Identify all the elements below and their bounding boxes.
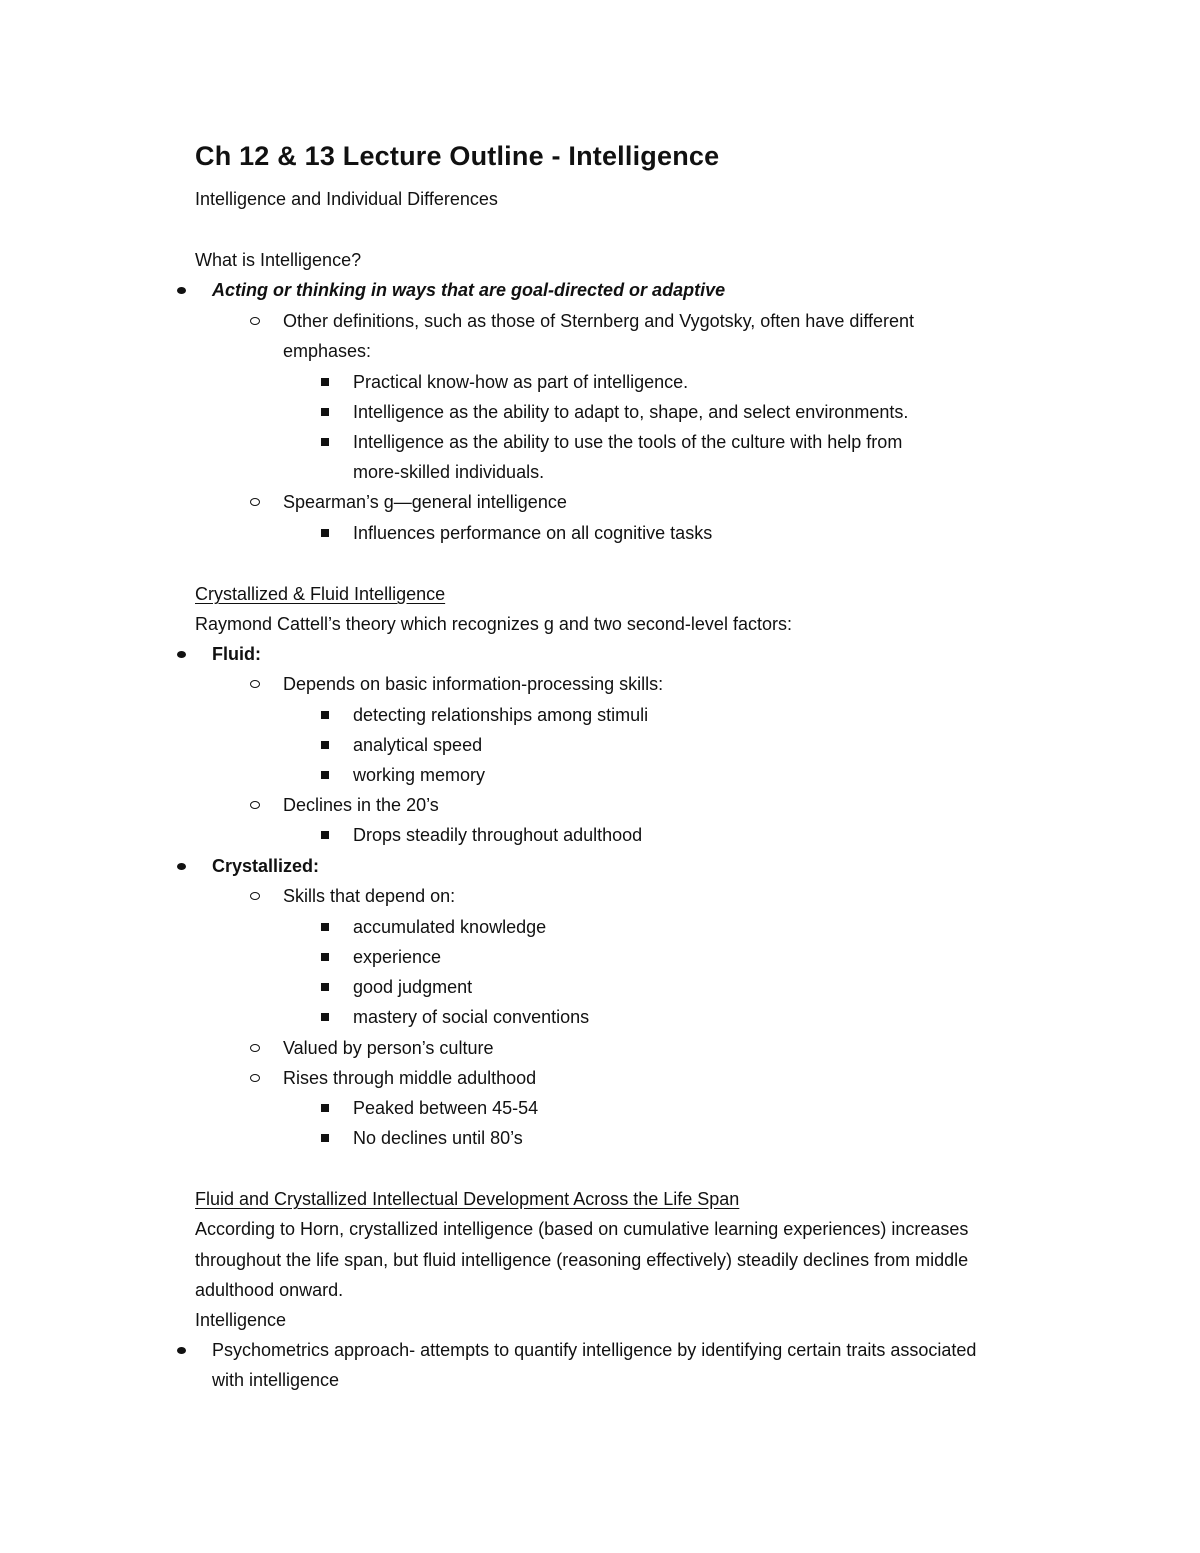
list-item-continuation: with intelligence [212,1370,340,1390]
list-item-continuation: more-skilled individuals. [353,462,545,482]
list-item: Drops steadily throughout adulthood [353,825,643,845]
bullet-circle-icon [248,1063,262,1093]
page-title: Ch 12 & 13 Lecture Outline - Intelligence [195,141,720,171]
list-item: Declines in the 20’s [283,795,439,815]
paragraph-line: adulthood onward. [195,1280,344,1300]
page-subtitle: Intelligence and Individual Differences [195,189,498,209]
list-item: Intelligence as the ability to use the tools of the culture with help from [353,432,903,452]
bullet-circle-icon [248,881,262,911]
list-item: Rises through middle adulthood [283,1068,537,1088]
section-heading: Fluid and Crystallized Intellectual Development Across the Life Span [195,1189,740,1209]
section-intro: Raymond Cattell’s theory which recognizes g and two second-level factors: [195,614,792,634]
bullet-square-icon [318,397,332,427]
list-item: working memory [353,765,486,785]
bullet-disc-icon [174,1335,188,1365]
bullet-square-icon [318,820,332,850]
section-heading: Crystallized & Fluid Intelligence [195,584,446,604]
bullet-square-icon [318,912,332,942]
crystallized-label: Crystallized: [212,856,320,876]
bullet-square-icon [318,518,332,548]
bullet-square-icon [318,367,332,397]
bullet-circle-icon [248,669,262,699]
bullet-circle-icon [248,790,262,820]
paragraph-line: throughout the life span, but fluid intelligence (reasoning effectively) steadily declines from middle [195,1250,969,1270]
list-item: Peaked between 45-54 [353,1098,539,1118]
list-item: Practical know-how as part of intelligence. [353,372,689,392]
section-label: Intelligence [195,1310,287,1330]
list-item: good judgment [353,977,473,997]
section-question: What is Intelligence? [195,250,362,270]
list-item: experience [353,947,442,967]
list-item: analytical speed [353,735,483,755]
bullet-square-icon [318,1093,332,1123]
fluid-label: Fluid: [212,644,261,664]
list-item: detecting relationships among stimuli [353,705,649,725]
list-item: Other definitions, such as those of Sternberg and Vygotsky, often have different [283,311,915,331]
paragraph-line: According to Horn, crystallized intelligence (based on cumulative learning experiences) increases [195,1219,969,1239]
bullet-square-icon [318,1002,332,1032]
bullet-square-icon [318,1123,332,1153]
list-item: Spearman’s g—general intelligence [283,492,567,512]
bullet-square-icon [318,730,332,760]
bullet-circle-icon [248,487,262,517]
bullet-square-icon [318,700,332,730]
list-item: Intelligence as the ability to adapt to, shape, and select environments. [353,402,909,422]
bullet-disc-icon [174,275,188,305]
bullet-disc-icon [174,851,188,881]
definition-text: Acting or thinking in ways that are goal-directed or adaptive [212,280,726,300]
list-item: accumulated knowledge [353,917,547,937]
list-item: Psychometrics approach- attempts to quantify intelligence by identifying certain traits associated [212,1340,977,1360]
list-item: Depends on basic information-processing skills: [283,674,664,694]
bullet-disc-icon [174,639,188,669]
bullet-square-icon [318,760,332,790]
bullet-circle-icon [248,1033,262,1063]
bullet-square-icon [318,972,332,1002]
list-item: mastery of social conventions [353,1007,590,1027]
list-item: Valued by person’s culture [283,1038,494,1058]
list-item: Skills that depend on: [283,886,456,906]
bullet-square-icon [318,427,332,457]
bullet-square-icon [318,942,332,972]
list-item: No declines until 80’s [353,1128,523,1148]
bullet-circle-icon [248,306,262,336]
list-item: Influences performance on all cognitive tasks [353,523,713,543]
list-item-continuation: emphases: [283,341,372,361]
